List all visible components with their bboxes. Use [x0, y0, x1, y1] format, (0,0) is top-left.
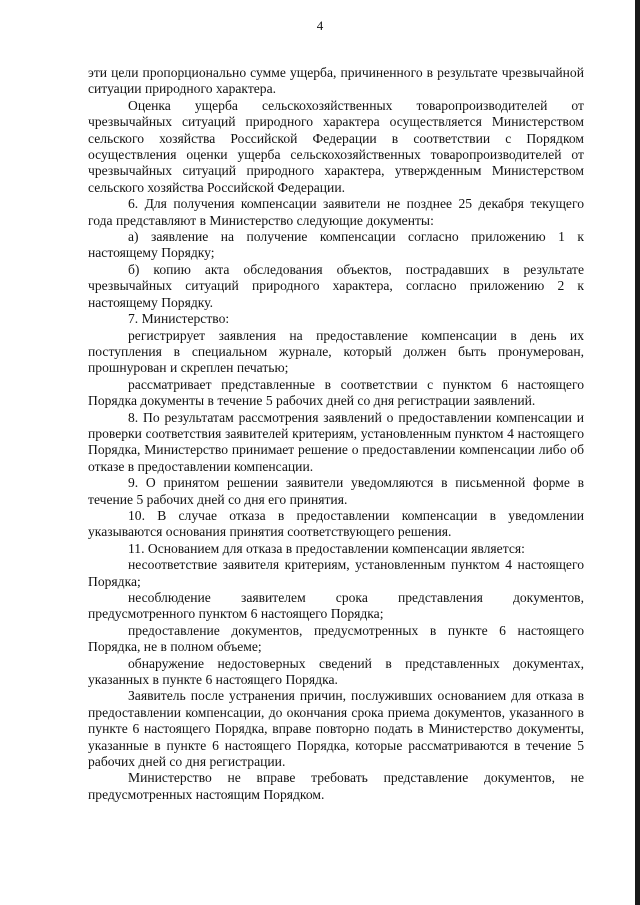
paragraph: 7. Министерство:	[128, 311, 230, 327]
paragraph: несоблюдение заявителем срока представления документов, предусмотренного пунктом 6 настоящего Порядка;	[88, 590, 584, 622]
paragraph: 10. В случае отказа в предоставлении компенсации в уведомлении указываются основания принятия соответствующего решения.	[88, 507, 584, 540]
paragraph: эти цели пропорционально сумме ущерба, причиненного в результате чрезвычайной ситуации природного характера.	[88, 65, 584, 97]
paragraph: Заявитель после устранения причин, послуживших основанием для отказа в предоставлении компенсации, до окончания срока приема документов, указанного в пункте 6 настоящего Порядка, вправе повторно подать в Министерство документы, указанные в пункте 6 настоящего Порядка, которые рассматриваются в течение 5 рабочих дней со дня регистрации.	[88, 688, 584, 770]
paragraph: б) копию акта обследования объектов, пострадавших в результате чрезвычайных ситуаций природного характера, согласно приложению 2 к настоящему Порядку.	[88, 261, 584, 310]
paragraph: 11. Основанием для отказа в предоставлении компенсации является:	[128, 540, 525, 556]
paragraph: 9. О принятом решении заявители уведомляются в письменной форме в течение 5 рабочих дней со дня его принятия.	[88, 475, 584, 507]
paragraph: 6. Для получения компенсации заявители не позднее 25 декабря текущего года представляют в Министерство следующие документы:	[88, 196, 584, 228]
paragraph: несоответствие заявителя критериям, установленным пунктом 4 настоящего Порядка;	[88, 557, 584, 589]
paragraph: Оценка ущерба сельскохозяйственных товаропроизводителей от чрезвычайных ситуаций природного характера осуществляется Министерством сельского хозяйства Российской Федерации в соответствии с Порядком осуществления оценки ущерба сельскохозяйственных товаропроизводителей от чрезвычайных ситуаций природного характера, утвержденным Министерством сельского хозяйства Российской Федерации.	[88, 97, 584, 195]
paragraph: регистрирует заявления на предоставление компенсации в день их поступления в специальном журнале, который должен быть пронумерован, прошнурован и скреплен печатью;	[88, 327, 584, 376]
paragraph: предоставление документов, предусмотренных в пункте 6 настоящего Порядка, не в полном объеме;	[88, 622, 584, 655]
paragraph: а) заявление на получение компенсации согласно приложению 1 к настоящему Порядку;	[88, 229, 584, 261]
paragraph: 8. По результатам рассмотрения заявлений о предоставлении компенсации и проверки соответствия заявителей критериям, установленным пунктом 4 настоящего Порядка, Министерство принимает решение о предоставлении компенсации либо об отказе в предоставлении компенсации.	[88, 409, 584, 474]
scan-edge-shadow	[635, 0, 640, 905]
paragraph: рассматривает представленные в соответствии с пунктом 6 настоящего Порядка документы в течение 5 рабочих дней со дня регистрации заявлений.	[88, 376, 584, 409]
paragraph: Министерство не вправе требовать представление документов, не предусмотренных настоящим Порядком.	[88, 770, 584, 802]
page-number: 4	[316, 18, 324, 33]
document-body	[88, 65, 584, 803]
paragraph: обнаружение недостоверных сведений в представленных документах, указанных в пункте 6 настоящего Порядка.	[88, 655, 584, 688]
